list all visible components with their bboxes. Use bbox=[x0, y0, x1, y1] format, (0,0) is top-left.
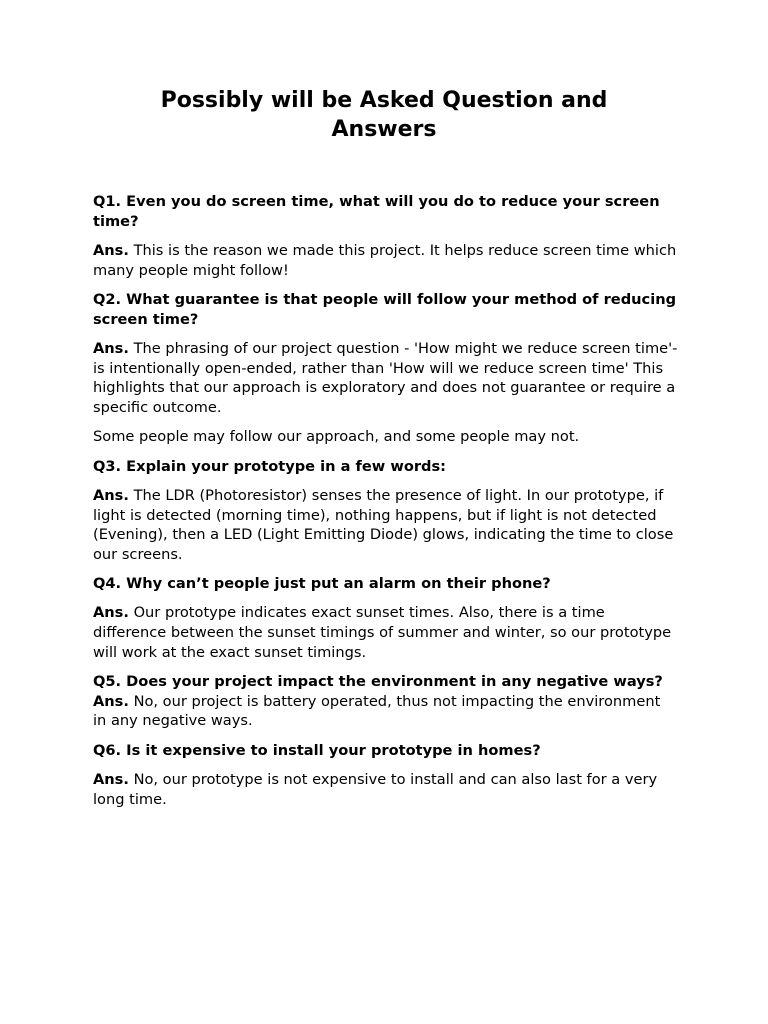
answer-2-extra: Some people may follow our approach, and some people may not. bbox=[93, 428, 580, 446]
answer-label: Ans. bbox=[93, 771, 129, 789]
page-title-line-2: Answers bbox=[331, 117, 437, 142]
answer-3 bbox=[93, 486, 678, 564]
answer-label: Ans. bbox=[93, 486, 129, 504]
question-3: Q3. Explain your prototype in a few words: bbox=[93, 457, 447, 475]
answer-4 bbox=[93, 603, 678, 662]
question-2: Q2. What guarantee is that people will follow your method of reducing screen time? bbox=[93, 290, 677, 328]
answer-2 bbox=[93, 339, 678, 417]
answer-label: Ans. bbox=[93, 692, 129, 710]
page-title bbox=[0, 86, 768, 144]
qa-list bbox=[93, 192, 678, 819]
question-1: Q1. Even you do screen time, what will you do to reduce your screen time? bbox=[93, 193, 660, 230]
question-5: Q5. Does your project impact the environment in any negative ways? bbox=[93, 673, 663, 691]
answer-6-text: No, our prototype is not expensive to install and can also last for a very long time. bbox=[93, 771, 658, 808]
answer-label: Ans. bbox=[93, 241, 129, 259]
answer-2-text: The phrasing of our project question - 'How might we reduce screen time'- is intentionally open-ended, rather than 'How will we reduce screen time' This highlights that our approach is exploratory and does not guarantee or require a specific outcome. bbox=[93, 339, 678, 416]
answer-1-text: This is the reason we made this project. It helps reduce screen time which many people might follow! bbox=[93, 241, 677, 279]
answer-4-text: Our prototype indicates exact sunset times. Also, there is a time difference between the sunset timings of summer and winter, so our prototype will work at the exact sunset timings. bbox=[93, 604, 672, 661]
answer-5-text: No, our project is battery operated, thus not impacting the environment in any negative ways. bbox=[93, 692, 661, 730]
answer-6 bbox=[93, 770, 678, 809]
answer-label: Ans. bbox=[93, 339, 129, 357]
answer-label: Ans. bbox=[93, 604, 129, 622]
question-4: Q4. Why can’t people just put an alarm on their phone? bbox=[93, 575, 551, 593]
page-title-line-1: Possibly will be Asked Question and bbox=[160, 88, 608, 113]
answer-5 bbox=[93, 692, 678, 731]
answer-3-text: The LDR (Photoresistor) senses the presence of light. In our prototype, if light is detected (morning time), nothing happens, but if light is not detected (Evening), then a LED (Light Emitting Diode) glows, indicating the time to close our screens. bbox=[93, 486, 674, 563]
question-6: Q6. Is it expensive to install your prototype in homes? bbox=[93, 741, 541, 759]
answer-1 bbox=[93, 241, 678, 280]
